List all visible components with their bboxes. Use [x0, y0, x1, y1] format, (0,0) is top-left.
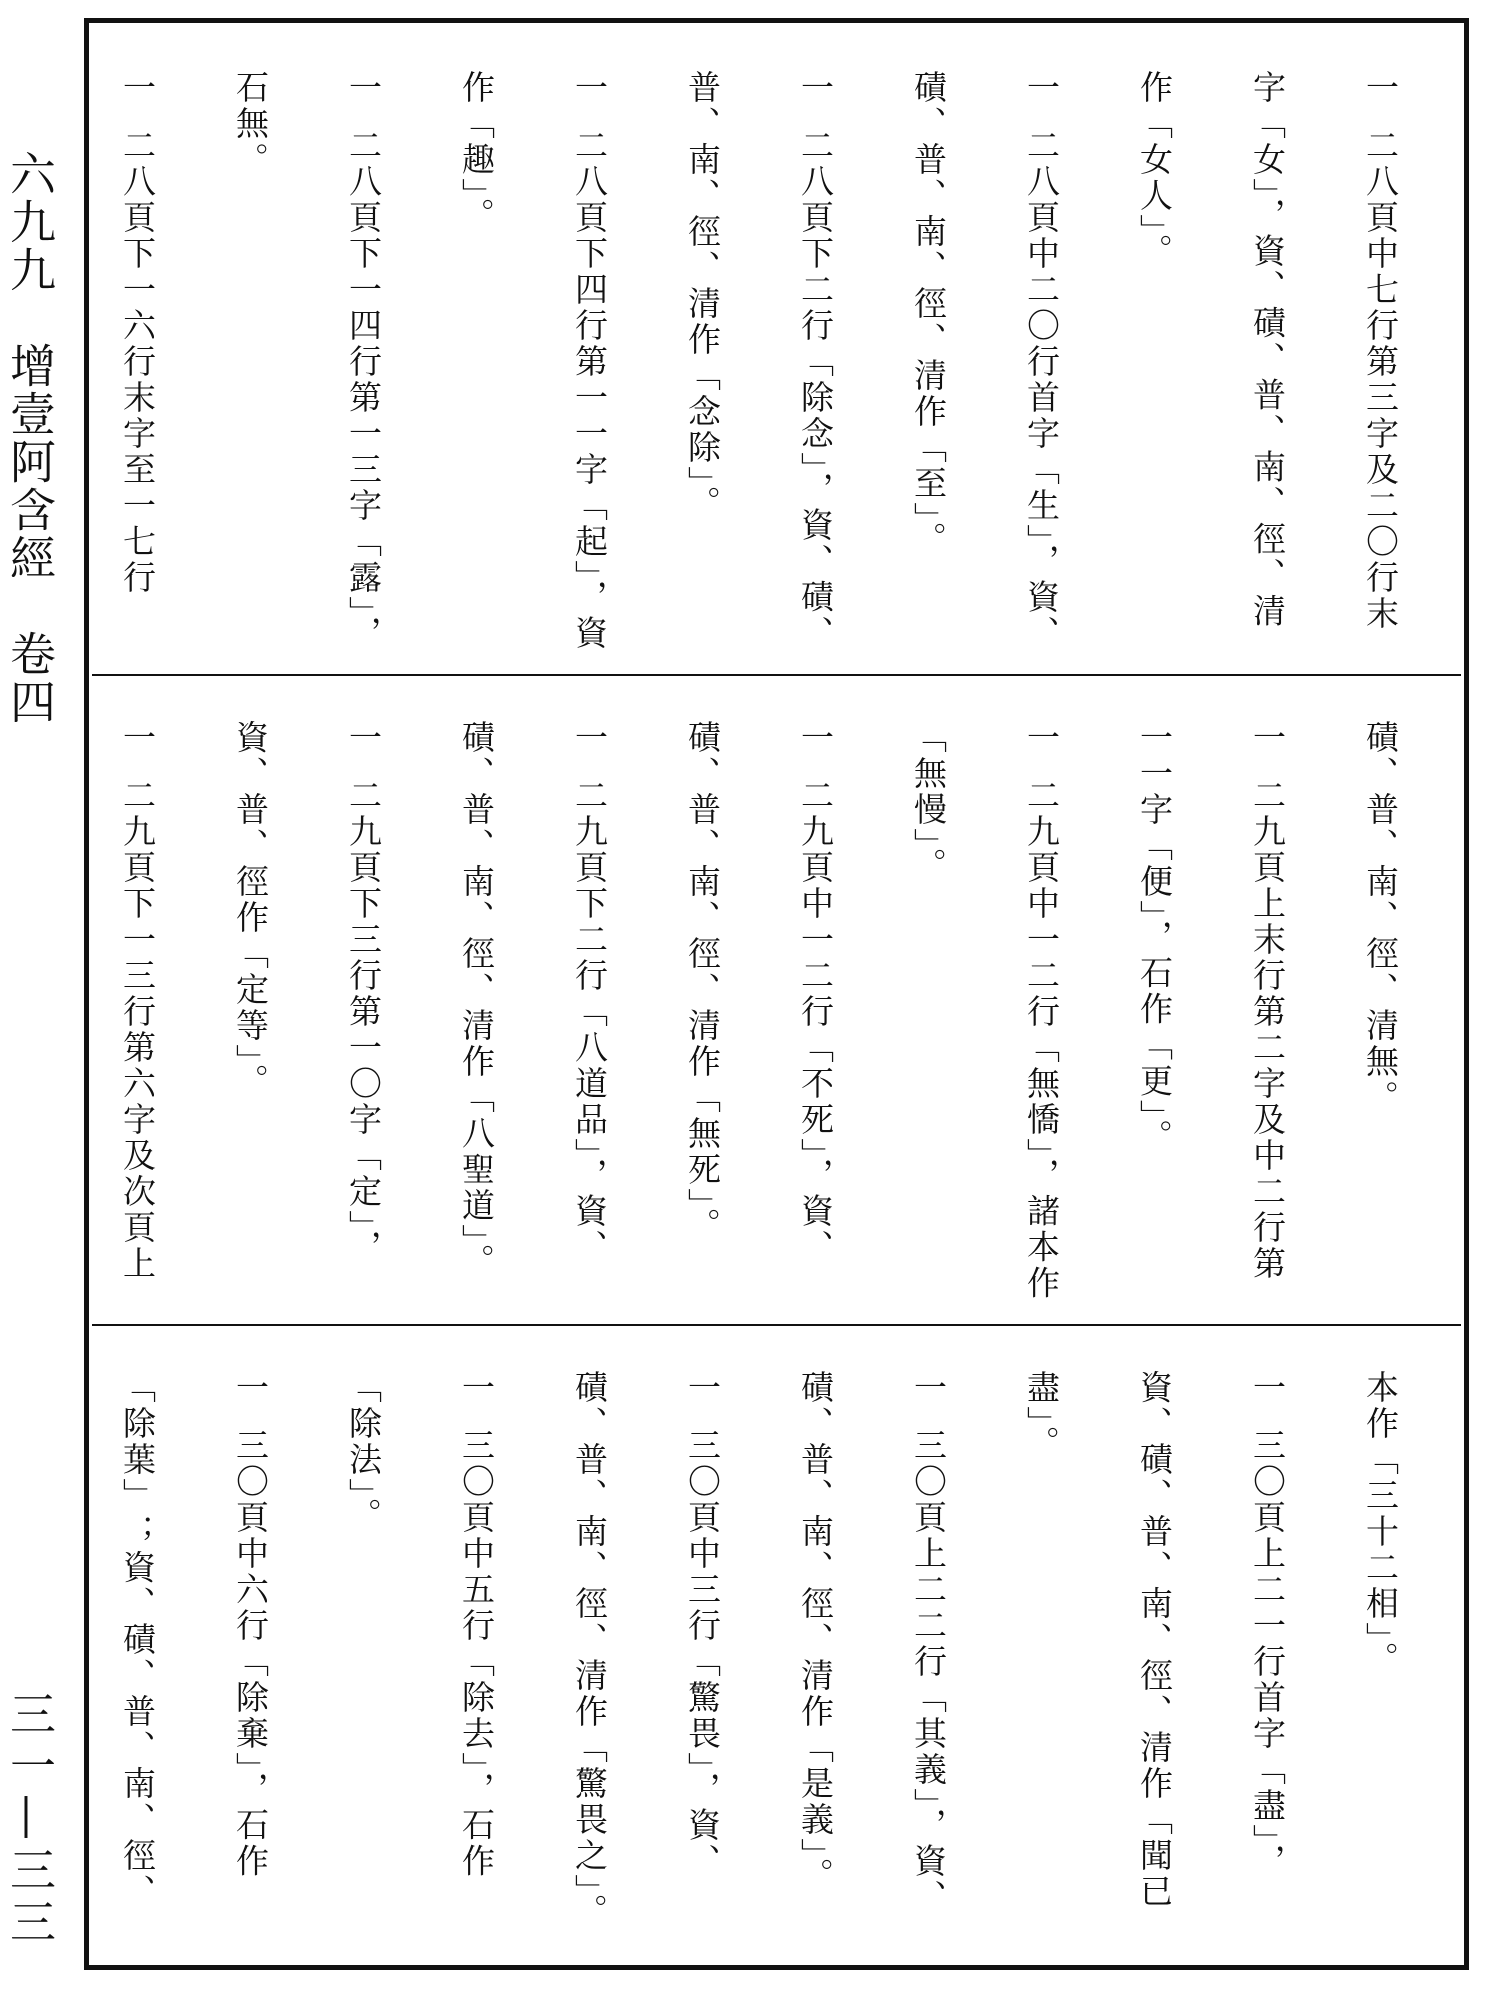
note-entry: 一 二九頁下二行「八道品」，資、磧、普、南、徑、清作「八聖道」。: [420, 720, 646, 1306]
note-entry: 一 二九頁下三行第一〇字「定」，資、普、徑作「定等」。: [194, 720, 420, 1306]
note-entry: 一 二八頁下四行第一一字「起」，資作「趣」。: [420, 70, 646, 656]
note-entry: 一 二八頁下一六行末字至一七行: [116, 70, 194, 656]
note-continuation: 本作「三十二相」。: [1361, 1370, 1400, 1678]
register-middle: [92, 676, 1461, 1326]
register-bottom: [92, 1326, 1461, 1962]
register-top: [92, 26, 1461, 676]
note-entry: 一 二八頁中七行第三字及二〇行末字「女」，資、磧、普、南、徑、清作「女人」。: [1098, 70, 1437, 656]
note-entry: 一 三〇頁上二二行「其義」，資、磧、普、南、徑、清作「是義」。: [759, 1370, 985, 1944]
note-entry: 一 三〇頁中六行「除棄」，石作「除葉」；資、磧、普、南、徑、: [116, 1370, 307, 1944]
note-entry: 一 二八頁下一四行第一三字「露」，石無。: [194, 70, 420, 656]
note-entry: 一 二八頁中二〇行首字「生」，資、磧、普、南、徑、清作「至」。: [872, 70, 1098, 656]
register-middle-text: [116, 720, 1437, 1306]
note-entry: 一 二九頁下一三行第六字及次頁上: [116, 720, 194, 1306]
register-top-text: [116, 70, 1437, 656]
note-entry: 一 三〇頁中三行「驚畏」，資、磧、普、南、徑、清作「驚畏之」。: [533, 1370, 759, 1944]
margin-page-number: 三一—三三: [3, 1690, 57, 1950]
register-bottom-text: [116, 1370, 1437, 1944]
note-continuation: 磧、普、南、徑、清無。: [1361, 720, 1400, 1116]
note-entry: 一 三〇頁上二一行首字「盡」，資、磧、普、南、徑、清作「聞已盡」。: [985, 1370, 1324, 1944]
note-entry: 一 二九頁上末行第二字及中二行第一一字「便」，石作「更」。: [1098, 720, 1324, 1306]
margin-title: 六九九 增壹阿含經 卷四: [3, 150, 57, 726]
note-entry: 一 二八頁下二行「除念」，資、磧、普、南、徑、清作「念除」。: [646, 70, 872, 656]
note-entry: 一 三〇頁中五行「除去」，石作「除法」。: [307, 1370, 533, 1944]
note-entry: 一 二九頁中一二行「無憍」，諸本作「無慢」。: [872, 720, 1098, 1306]
note-entry: 一 二九頁中一二行「不死」，資、磧、普、南、徑、清作「無死」。: [646, 720, 872, 1306]
